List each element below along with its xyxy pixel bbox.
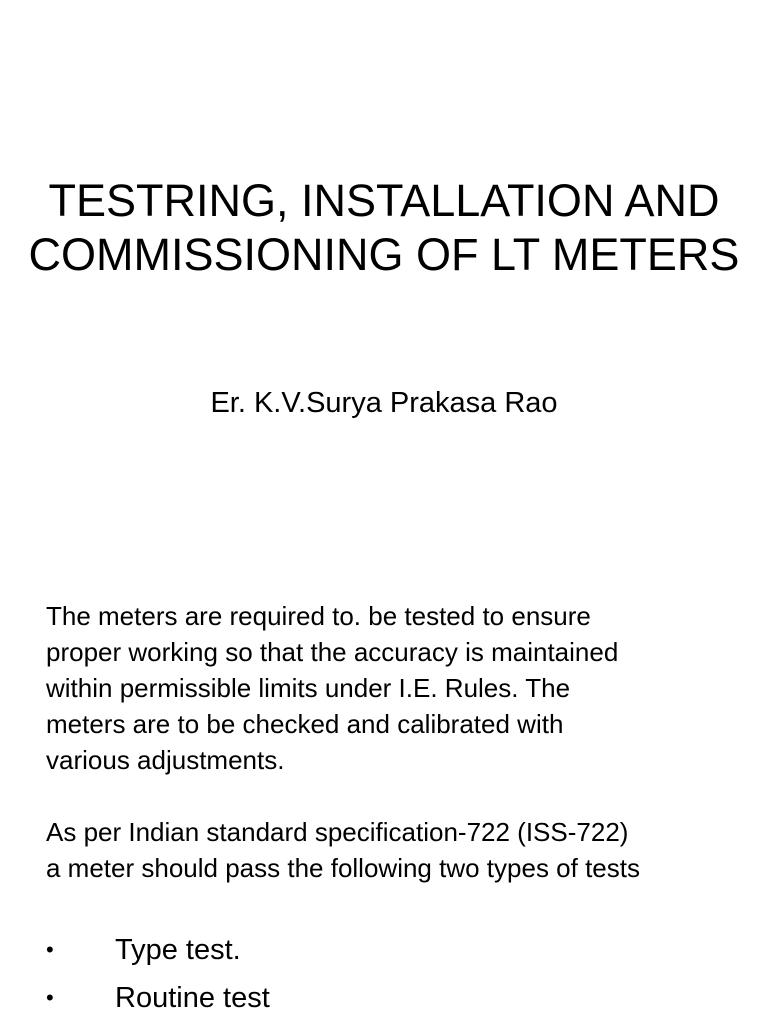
paragraph-line: meters are to be checked and calibrated with	[46, 709, 564, 739]
list-item-text: Type test.	[115, 934, 241, 966]
slide-title	[0, 174, 768, 282]
intro-paragraph	[46, 598, 618, 778]
paragraph-line: a meter should pass the following two types of tests	[46, 853, 640, 883]
slide-title-line: TESTRING, INSTALLATION AND	[48, 175, 720, 226]
slide-title-line: COMMISSIONING OF LT METERS	[28, 229, 740, 280]
bullet-marker: •	[46, 937, 54, 962]
list-item-text: Routine test	[115, 982, 270, 1014]
paragraph-line: various adjustments.	[46, 745, 285, 775]
standard-paragraph	[46, 814, 640, 886]
paragraph-line: within permissible limits under I.E. Rules. The	[46, 673, 571, 703]
bullet-marker: •	[46, 985, 54, 1010]
paragraph-line: The meters are required to. be tested to ensure	[46, 601, 591, 631]
paragraph-line: As per Indian standard specification-722 (ISS-722)	[46, 817, 629, 847]
author-name: Er. K.V.Surya Prakasa Rao	[210, 387, 558, 419]
paragraph-line: proper working so that the accuracy is maintained	[46, 637, 619, 667]
